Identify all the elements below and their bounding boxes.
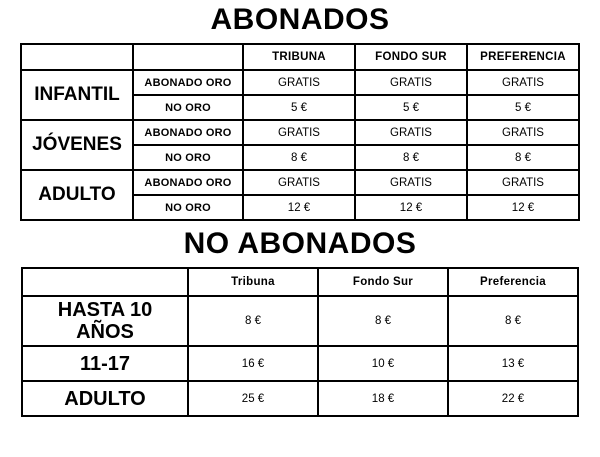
table-row: [21, 70, 579, 95]
price-cell-11-17-tribuna: 16 €: [188, 346, 318, 381]
price-cell-hasta-10-anos-tribuna: 8 €: [188, 296, 318, 346]
no-abonados-title: NO ABONADOS: [183, 227, 417, 260]
price-cell-adulto-no-oro-tribuna: 12 €: [243, 195, 355, 220]
price-cell-jovenes-no-oro-preferencia: 8 €: [467, 145, 579, 170]
price-cell-infantil-no-oro-tribuna: 5 €: [243, 95, 355, 120]
category-cell-jovenes: JÓVENES: [21, 120, 133, 170]
abonados-table: [20, 43, 580, 221]
price-cell-11-17-preferencia: 13 €: [448, 346, 578, 381]
category-cell-adulto: ADULTO: [21, 170, 133, 220]
category-cell-adulto: ADULTO: [22, 381, 188, 416]
header-cell-preferencia: PREFERENCIA: [467, 44, 579, 70]
table-header-row: [21, 44, 579, 70]
header-cell-tribuna: Tribuna: [188, 268, 318, 296]
header-cell-tribuna: TRIBUNA: [243, 44, 355, 70]
price-cell-adulto-oro-tribuna: GRATIS: [243, 170, 355, 195]
category-label-line2: AÑOS: [76, 321, 134, 343]
subtype-cell-adulto-no-oro: NO ORO: [133, 195, 243, 220]
price-cell-11-17-fondo-sur: 10 €: [318, 346, 448, 381]
price-cell-adulto-no-oro-preferencia: 12 €: [467, 195, 579, 220]
price-cell-jovenes-no-oro-fondo-sur: 8 €: [355, 145, 467, 170]
price-cell-infantil-no-oro-fondo-sur: 5 €: [355, 95, 467, 120]
category-cell-11-17: 11-17: [22, 346, 188, 381]
category-cell-infantil: INFANTIL: [21, 70, 133, 120]
price-cell-hasta-10-anos-fondo-sur: 8 €: [318, 296, 448, 346]
price-cell-infantil-oro-preferencia: GRATIS: [467, 70, 579, 95]
price-cell-jovenes-oro-preferencia: GRATIS: [467, 120, 579, 145]
price-cell-infantil-no-oro-preferencia: 5 €: [467, 95, 579, 120]
header-cell-empty-subtype: [133, 44, 243, 70]
price-cell-adulto-fondo-sur: 18 €: [318, 381, 448, 416]
header-cell-preferencia: Preferencia: [448, 268, 578, 296]
table-row: [22, 381, 578, 416]
price-cell-adulto-tribuna: 25 €: [188, 381, 318, 416]
table-row: [21, 170, 579, 195]
header-cell-fondo-sur: FONDO SUR: [355, 44, 467, 70]
table-header-row: [22, 268, 578, 296]
price-cell-adulto-oro-preferencia: GRATIS: [467, 170, 579, 195]
table-row: [22, 346, 578, 381]
price-cell-adulto-oro-fondo-sur: GRATIS: [355, 170, 467, 195]
header-cell-fondo-sur: Fondo Sur: [318, 268, 448, 296]
price-cell-adulto-no-oro-fondo-sur: 12 €: [355, 195, 467, 220]
abonados-title: ABONADOS: [210, 3, 390, 36]
no-abonados-table: [21, 267, 579, 417]
subtype-cell-jovenes-oro: ABONADO ORO: [133, 120, 243, 145]
price-cell-adulto-preferencia: 22 €: [448, 381, 578, 416]
table-row: [22, 296, 578, 346]
category-label-line1: HASTA 10: [57, 299, 153, 321]
price-cell-hasta-10-anos-preferencia: 8 €: [448, 296, 578, 346]
price-cell-jovenes-oro-tribuna: GRATIS: [243, 120, 355, 145]
subtype-cell-jovenes-no-oro: NO ORO: [133, 145, 243, 170]
table-row: [21, 120, 579, 145]
price-cell-infantil-oro-tribuna: GRATIS: [243, 70, 355, 95]
subtype-cell-adulto-oro: ABONADO ORO: [133, 170, 243, 195]
subtype-cell-infantil-no-oro: NO ORO: [133, 95, 243, 120]
header-cell-empty-category: [22, 268, 188, 296]
category-cell-hasta-10-anos: [22, 296, 188, 346]
subtype-cell-infantil-oro: ABONADO ORO: [133, 70, 243, 95]
price-cell-jovenes-oro-fondo-sur: GRATIS: [355, 120, 467, 145]
price-cell-jovenes-no-oro-tribuna: 8 €: [243, 145, 355, 170]
price-cell-infantil-oro-fondo-sur: GRATIS: [355, 70, 467, 95]
header-cell-empty-category: [21, 44, 133, 70]
